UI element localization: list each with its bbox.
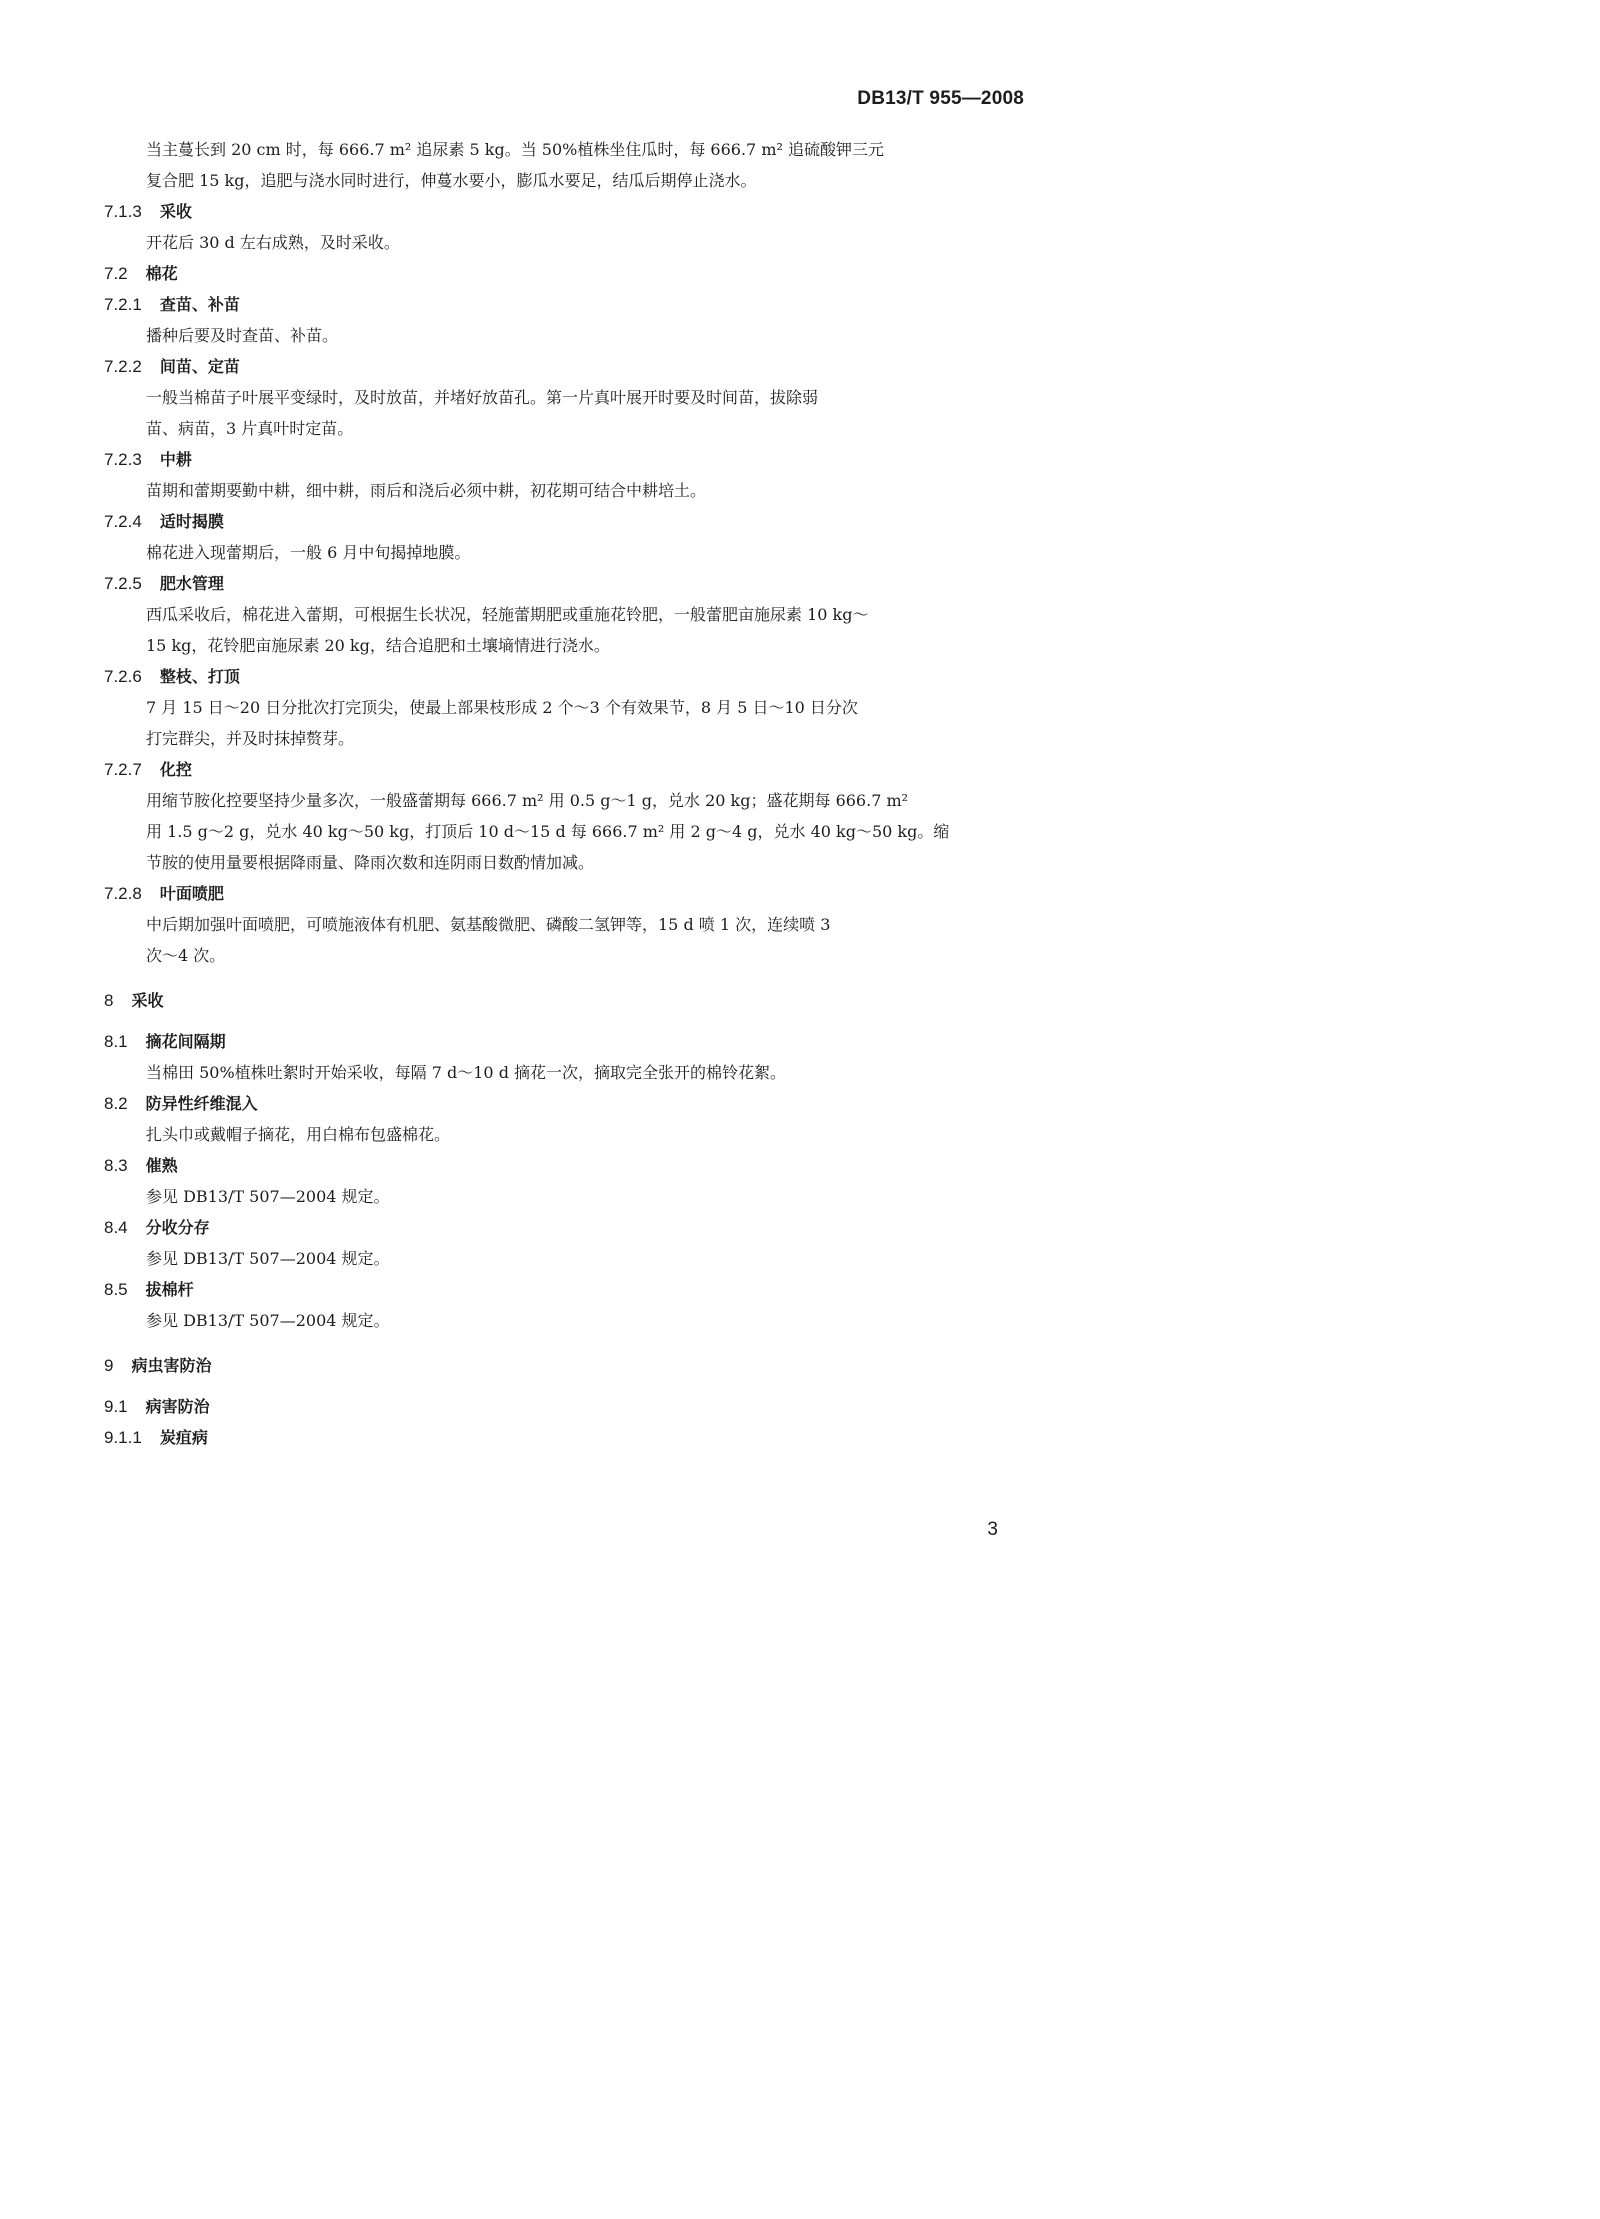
section-title: 摘花间隔期 xyxy=(145,1032,226,1051)
section-heading xyxy=(104,1422,1024,1453)
section-number: 7.2.2 xyxy=(104,357,142,376)
standard-code: DB13/T 955—2008 xyxy=(857,88,1024,109)
section-heading xyxy=(104,661,1024,692)
section-heading xyxy=(104,196,1024,227)
section-number: 9 xyxy=(104,1356,114,1375)
section-heading xyxy=(104,1150,1024,1181)
section-number: 7.2.7 xyxy=(104,760,142,779)
paragraph: 棉花进入现蕾期后，一般 6 月中旬揭掉地膜。 xyxy=(146,543,471,562)
section-number: 8.5 xyxy=(104,1280,128,1299)
section-title: 查苗、补苗 xyxy=(159,295,240,314)
section-heading xyxy=(104,985,1024,1016)
section-number: 7.2.3 xyxy=(104,450,142,469)
section-number: 8.2 xyxy=(104,1094,128,1113)
section-number: 7.1.3 xyxy=(104,202,142,221)
section-title: 采收 xyxy=(131,991,164,1010)
section-title: 叶面喷肥 xyxy=(159,884,224,903)
section-number: 7.2.4 xyxy=(104,512,142,531)
section-title: 催熟 xyxy=(145,1156,178,1175)
section-title: 中耕 xyxy=(159,450,192,469)
section-number: 9.1.1 xyxy=(104,1428,142,1447)
paragraph: 中后期加强叶面喷肥，可喷施液体有机肥、氨基酸微肥、磷酸二氢钾等，15 d 喷 1 次，连续喷 3 次～4 次。 xyxy=(146,915,831,965)
section-heading xyxy=(104,444,1024,475)
section-number: 7.2.5 xyxy=(104,574,142,593)
section-number: 7.2.6 xyxy=(104,667,142,686)
section-number: 9.1 xyxy=(104,1397,128,1416)
paragraph: 扎头巾或戴帽子摘花，用白棉布包盛棉花。 xyxy=(146,1125,451,1144)
section-title: 间苗、定苗 xyxy=(159,357,240,376)
page-number: 3 xyxy=(987,1519,998,1540)
section-heading xyxy=(104,258,1024,289)
paragraph: 当棉田 50%植株吐絮时开始采收，每隔 7 d～10 d 摘花一次，摘取完全张开的棉铃花絮。 xyxy=(146,1063,787,1082)
section-heading xyxy=(104,506,1024,537)
section-heading xyxy=(104,754,1024,785)
section-number: 8 xyxy=(104,991,114,1010)
section-title: 病虫害防治 xyxy=(131,1356,212,1375)
section-title: 采收 xyxy=(159,202,192,221)
section-title: 防异性纤维混入 xyxy=(145,1094,258,1113)
section-number: 8.1 xyxy=(104,1032,128,1051)
section-heading xyxy=(104,878,1024,909)
section-number: 8.4 xyxy=(104,1218,128,1237)
section-title: 病害防治 xyxy=(145,1397,210,1416)
paragraph: 参见 DB13/T 507—2004 规定。 xyxy=(146,1311,390,1330)
section-title: 棉花 xyxy=(145,264,178,283)
section-heading xyxy=(104,1274,1024,1305)
section-title: 适时揭膜 xyxy=(159,512,224,531)
section-number: 7.2.1 xyxy=(104,295,142,314)
section-heading xyxy=(104,1026,1024,1057)
section-title: 炭疽病 xyxy=(159,1428,208,1447)
paragraph: 7 月 15 日～20 日分批次打完顶尖，使最上部果枝形成 2 个～3 个有效果节，8 月 5 日～10 日分次 打完群尖，并及时抹掉赘芽。 xyxy=(146,698,858,748)
section-title: 分收分存 xyxy=(145,1218,210,1237)
paragraph: 一般当棉苗子叶展平变绿时，及时放苗，并堵好放苗孔。第一片真叶展开时要及时间苗，拔除弱 苗、病苗，3 片真叶时定苗。 xyxy=(146,388,819,438)
section-title: 整枝、打顶 xyxy=(159,667,240,686)
section-title: 化控 xyxy=(159,760,192,779)
section-heading xyxy=(104,1212,1024,1243)
section-heading xyxy=(104,351,1024,382)
section-heading xyxy=(104,568,1024,599)
paragraph: 参见 DB13/T 507—2004 规定。 xyxy=(146,1249,390,1268)
section-heading xyxy=(104,1088,1024,1119)
section-title: 拔棉杆 xyxy=(145,1280,194,1299)
section-title: 肥水管理 xyxy=(159,574,224,593)
paragraph: 西瓜采收后，棉花进入蕾期，可根据生长状况，轻施蕾期肥或重施花铃肥，一般蕾肥亩施尿素 10 kg～ 15 kg，花铃肥亩施尿素 20 kg，结合追肥和土壤墒情进行浇水。 xyxy=(146,605,869,655)
section-heading xyxy=(104,1350,1024,1381)
paragraph: 当主蔓长到 20 cm 时，每 666.7 m² 追尿素 5 kg。当 50%植株坐住瓜时，每 666.7 m² 追硫酸钾三元 复合肥 15 kg，追肥与浇水同时进行，伸蔓水要小，膨瓜水要足，结瓜后期停止浇水。 xyxy=(146,140,884,190)
paragraph: 用缩节胺化控要坚持少量多次，一般盛蕾期每 666.7 m² 用 0.5 g～1 g，兑水 20 kg；盛花期每 666.7 m² 用 1.5 g～2 g，兑水 40 kg～50 kg，打顶后 10 d～15 d 每 666.7 m² 用 2 g～4 g，兑水 40 kg～50 kg。缩 节胺的使用量要根据降雨量、降雨次数和连阴雨日数酌情加减。 xyxy=(146,791,950,872)
section-number: 8.3 xyxy=(104,1156,128,1175)
paragraph: 参见 DB13/T 507—2004 规定。 xyxy=(146,1187,390,1206)
paragraph: 开花后 30 d 左右成熟，及时采收。 xyxy=(146,233,400,252)
section-number: 7.2.8 xyxy=(104,884,142,903)
section-heading xyxy=(104,289,1024,320)
paragraph: 播种后要及时查苗、补苗。 xyxy=(146,326,339,345)
document-body xyxy=(104,134,1024,1453)
section-number: 7.2 xyxy=(104,264,128,283)
paragraph: 苗期和蕾期要勤中耕，细中耕，雨后和浇后必须中耕，初花期可结合中耕培土。 xyxy=(146,481,707,500)
section-heading xyxy=(104,1391,1024,1422)
